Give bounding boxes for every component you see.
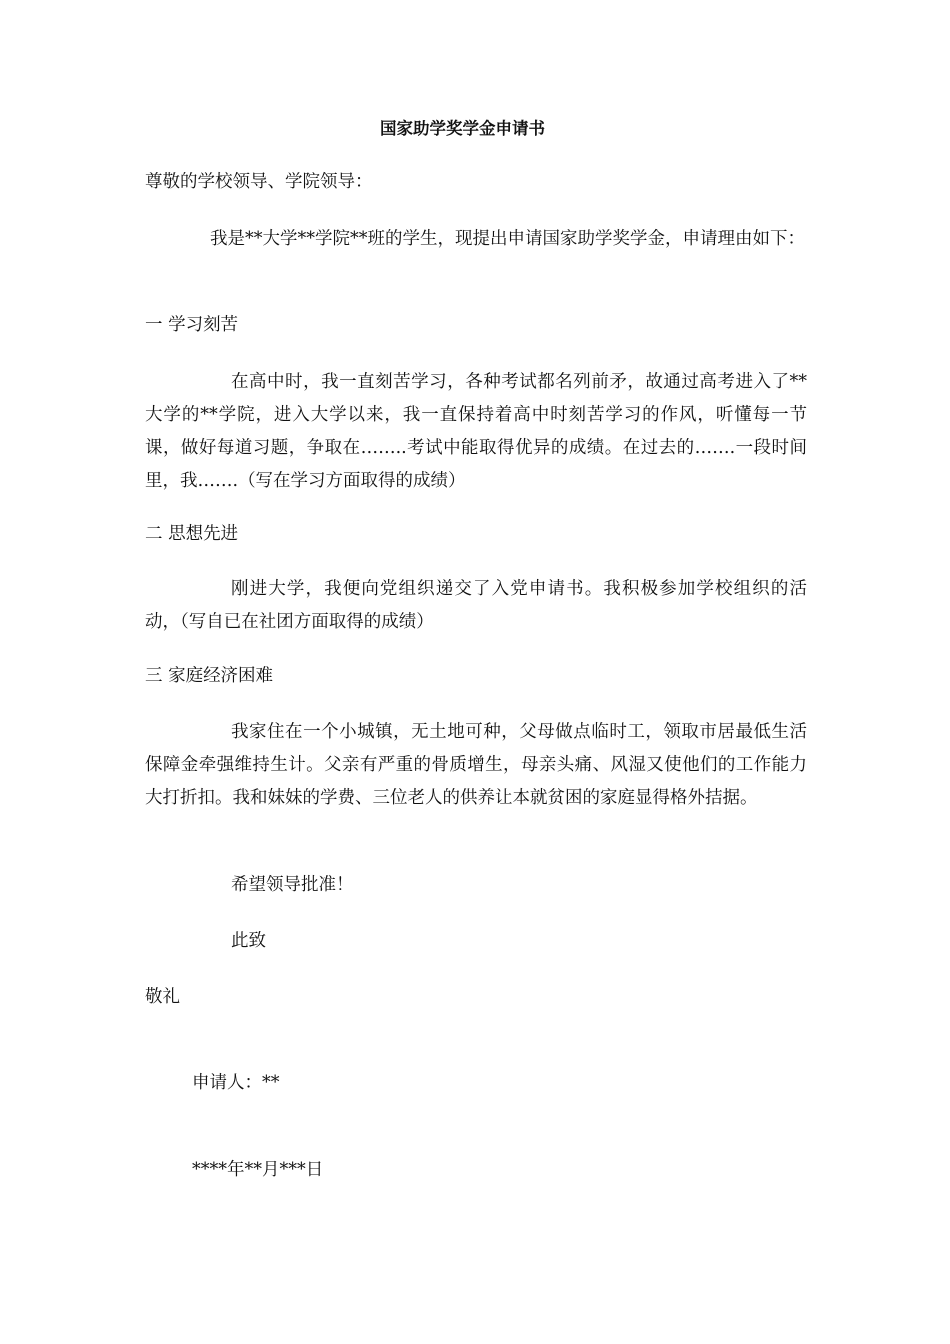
section-body-thought: 刚进大学，我便向党组织递交了入党申请书。我积极参加学校组织的活动，（写自已在社团方面取得的成绩）: [145, 579, 807, 632]
closing-line-1: 此致: [231, 931, 266, 951]
closing-line-2: 敬礼: [145, 987, 180, 1007]
section-heading-thought: 二 思想先进: [145, 524, 239, 544]
section-body-study: 在高中时，我一直刻苦学习，各种考试都名列前矛，故通过高考进入了**大学的**学院，进入大学以来，我一直保持着高中时刻苦学习的作风，听懂每一节课，做好每道习题，争取在……..考试中能取得优异的成绩。在过去的…….一段时间里，我…….（写在学习方面取得的成绩）: [145, 372, 807, 491]
applicant-signature: 申请人：**: [192, 1073, 280, 1093]
document-title: 国家助学奖学金申请书: [380, 119, 545, 138]
application-date: ****年**月***日: [192, 1160, 324, 1180]
request-line: 希望领导批准！: [231, 875, 354, 895]
section-heading-study: 一 学习刻苦: [145, 315, 239, 335]
intro-paragraph: 我是**大学**学院**班的学生，现提出申请国家助学奖学金，申请理由如下：: [210, 229, 805, 249]
section-body-family: 我家住在一个小城镇，无土地可种，父母做点临时工，领取市居最低生活保障金牵强维持生计。父亲有严重的骨质增生，母亲头痛、风湿又使他们的工作能力大打折扣。我和妹妹的学费、三位老人的供养让本就贫困的家庭显得格外拮据。: [145, 722, 807, 808]
section-heading-family: 三 家庭经济困难: [145, 666, 274, 686]
salutation: 尊敬的学校领导、学院领导：: [145, 172, 373, 192]
